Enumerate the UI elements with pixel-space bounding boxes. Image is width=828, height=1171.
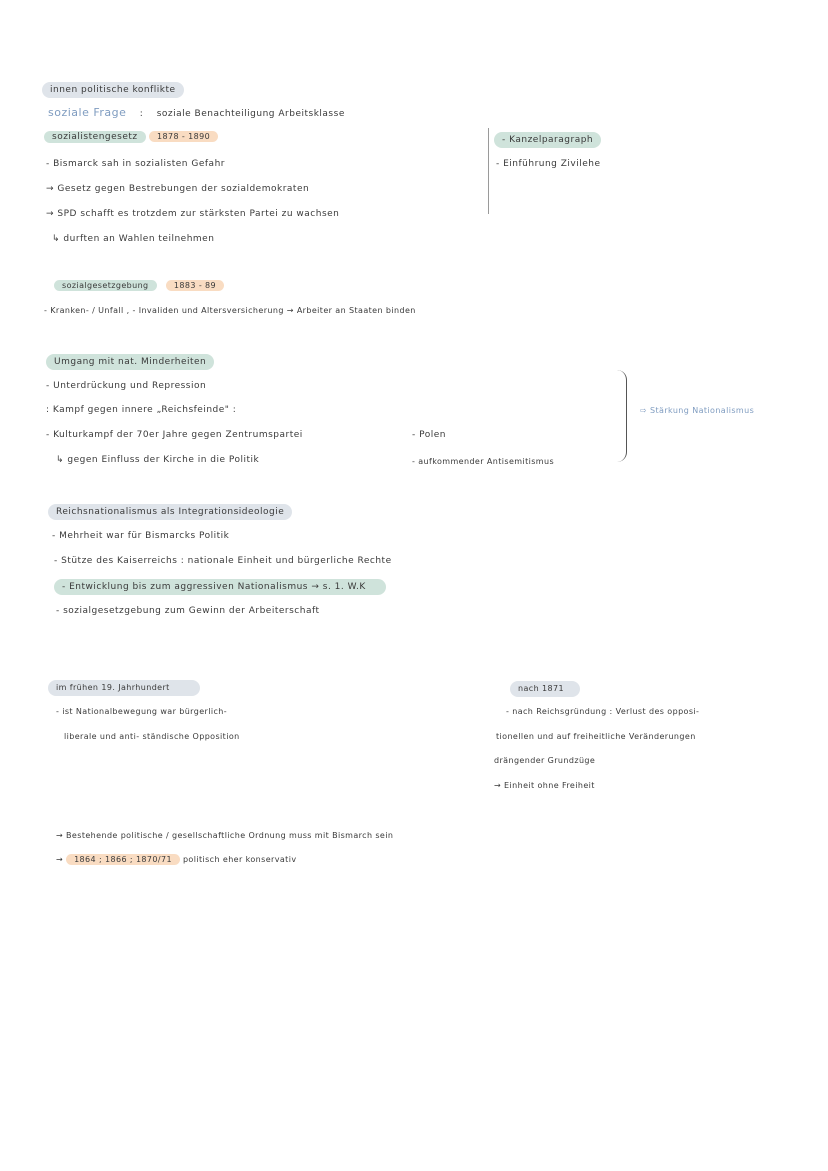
fazit-years: 1864 ; 1866 ; 1870/71 — [66, 854, 180, 865]
sozialistengesetz-line-1: - Bismarck sah in sozialisten Gefahr — [46, 159, 225, 169]
reichsnationalismus-line-2: - Stütze des Kaiserreichs : nationale Einheit und bürgerliche Rechte — [54, 556, 392, 566]
nach-1871-line-4: → Einheit ohne Freiheit — [494, 781, 595, 790]
fazit-line-2 — [56, 853, 296, 867]
soziale-frage-sep: : — [139, 109, 144, 119]
curly-brace — [614, 370, 627, 462]
sozialgesetzgebung-years: 1883 - 89 — [166, 280, 224, 291]
sozialgesetzgebung-heading-row — [54, 279, 224, 293]
column-divider — [488, 128, 489, 214]
reichsnationalismus-heading: Reichsnationalismus als Integrationsideologie — [48, 504, 292, 520]
minderheiten-right-1: - Polen — [412, 430, 446, 440]
minderheiten-line-2: : Kampf gegen innere „Reichsfeinde" : — [46, 405, 237, 415]
nach-1871-line-3: drängender Grundzüge — [494, 756, 596, 765]
nach-1871-line-2: tionellen und auf freiheitliche Veränderungen — [496, 732, 696, 741]
kanzelparagraph-heading: - Kanzelparagraph — [494, 132, 601, 148]
reichsnationalismus-line-1: - Mehrheit war für Bismarcks Politik — [52, 531, 230, 541]
sozialistengesetz-line-4: ↳ durften an Wahlen teilnehmen — [52, 234, 215, 244]
minderheiten-right-2: - aufkommender Antisemitismus — [412, 457, 555, 466]
soziale-frage-label: soziale Frage — [48, 106, 127, 119]
sozialgesetzgebung-text: - Kranken- / Unfall , - Invaliden und Altersversicherung → Arbeiter an Staaten binden — [44, 306, 416, 315]
soziale-frage-text: soziale Benachteiligung Arbeitsklasse — [156, 109, 345, 119]
fruehes-19-line-2: liberale und anti- ständische Opposition — [64, 732, 240, 741]
minderheiten-result: ⇨ Stärkung Nationalismus — [640, 406, 755, 415]
nach-1871-heading: nach 1871 — [510, 681, 580, 697]
fruehes-19-heading: im frühen 19. Jahrhundert — [48, 680, 200, 696]
sozialistengesetz-years: 1878 - 1890 — [149, 131, 218, 142]
page-title: innen politische konflikte — [42, 82, 184, 98]
sozialistengesetz-heading: sozialistengesetz — [44, 131, 146, 143]
kanzelparagraph-text: - Einführung Zivilehe — [496, 159, 601, 169]
minderheiten-line-1: - Unterdrückung und Repression — [46, 381, 207, 391]
fruehes-19-line-1: - ist Nationalbewegung war bürgerlich- — [56, 707, 228, 716]
fazit-line-1: → Bestehende politische / gesellschaftliche Ordnung muss mit Bismarch sein — [56, 831, 394, 840]
minderheiten-line-4: ↳ gegen Einfluss der Kirche in die Politik — [56, 455, 260, 465]
nach-1871-line-1: - nach Reichsgründung : Verlust des opposi- — [506, 707, 700, 716]
soziale-frage-row — [48, 106, 345, 121]
reichsnationalismus-line-3: - Entwicklung bis zum aggressiven Nationalismus → s. 1. W.K — [54, 579, 386, 595]
sozialistengesetz-line-2: → Gesetz gegen Bestrebungen der sozialdemokraten — [46, 184, 310, 194]
minderheiten-heading: Umgang mit nat. Minderheiten — [46, 354, 214, 370]
fazit-arrow: → — [56, 855, 64, 864]
fazit-text: politisch eher konservativ — [182, 855, 297, 864]
sozialgesetzgebung-heading: sozialgesetzgebung — [54, 280, 157, 291]
reichsnationalismus-line-4: - sozialgesetzgebung zum Gewinn der Arbeiterschaft — [56, 606, 320, 616]
sozialistengesetz-heading-row — [44, 130, 218, 144]
minderheiten-line-3: - Kulturkampf der 70er Jahre gegen Zentrumspartei — [46, 430, 303, 440]
sozialistengesetz-line-3: → SPD schafft es trotzdem zur stärksten Partei zu wachsen — [46, 209, 340, 219]
